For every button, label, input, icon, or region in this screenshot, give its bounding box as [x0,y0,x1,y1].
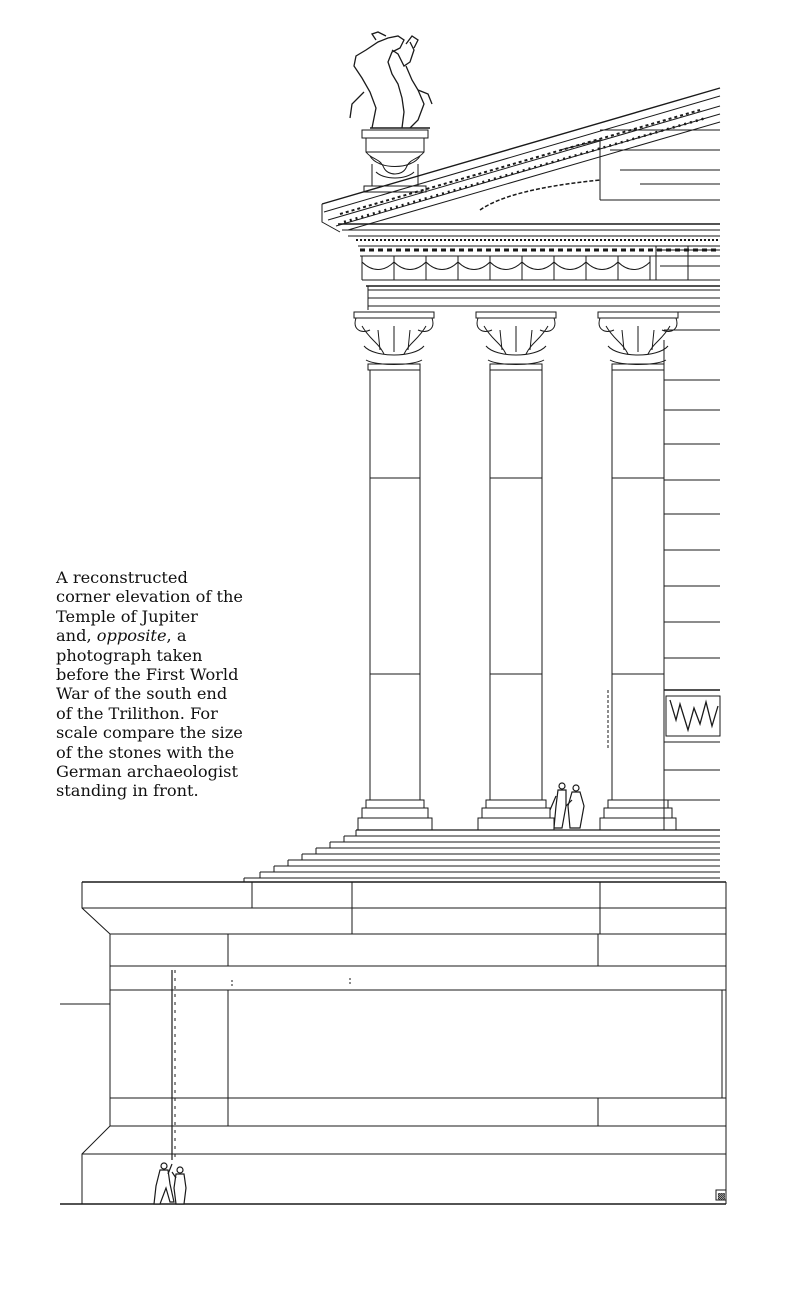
caption-line-11: German archaeologist [56,762,238,782]
caption-line-6: before the First World [56,665,239,685]
column-2 [476,312,556,830]
pediment-raking-cornice [322,88,720,232]
caption-italic-opposite: opposite [96,626,167,646]
caption-line-8: of the Trilithon. For [56,703,218,723]
figures-holding-pole [154,1163,186,1204]
corner-monogram-mark [716,1190,726,1202]
column-1 [354,312,434,830]
caption-line-4-end: , a [166,626,187,646]
entablature [338,224,720,310]
horse-and-rider-statue [350,32,432,128]
caption-line-3: Temple of Jupiter [56,606,198,626]
podium-base [60,882,726,1204]
scale-pole [172,970,175,1160]
caption-line-12: standing in front. [56,781,199,801]
temple-steps [244,830,720,882]
caption-line-7: War of the south end [56,684,228,704]
caption-line-5: photograph taken [56,645,203,665]
pair-of-standing-figures [550,783,584,828]
caption-line-1: A reconstructed [56,568,188,587]
caption-line-9: scale compare the size [56,723,243,743]
caption-line-2: corner elevation of the [56,587,243,607]
caption-line-10: of the stones with the [56,742,235,762]
caption-line-4-start: and, [56,626,97,646]
column-3 [598,312,678,830]
corner-mark-glyph: ▩ [717,1192,726,1202]
